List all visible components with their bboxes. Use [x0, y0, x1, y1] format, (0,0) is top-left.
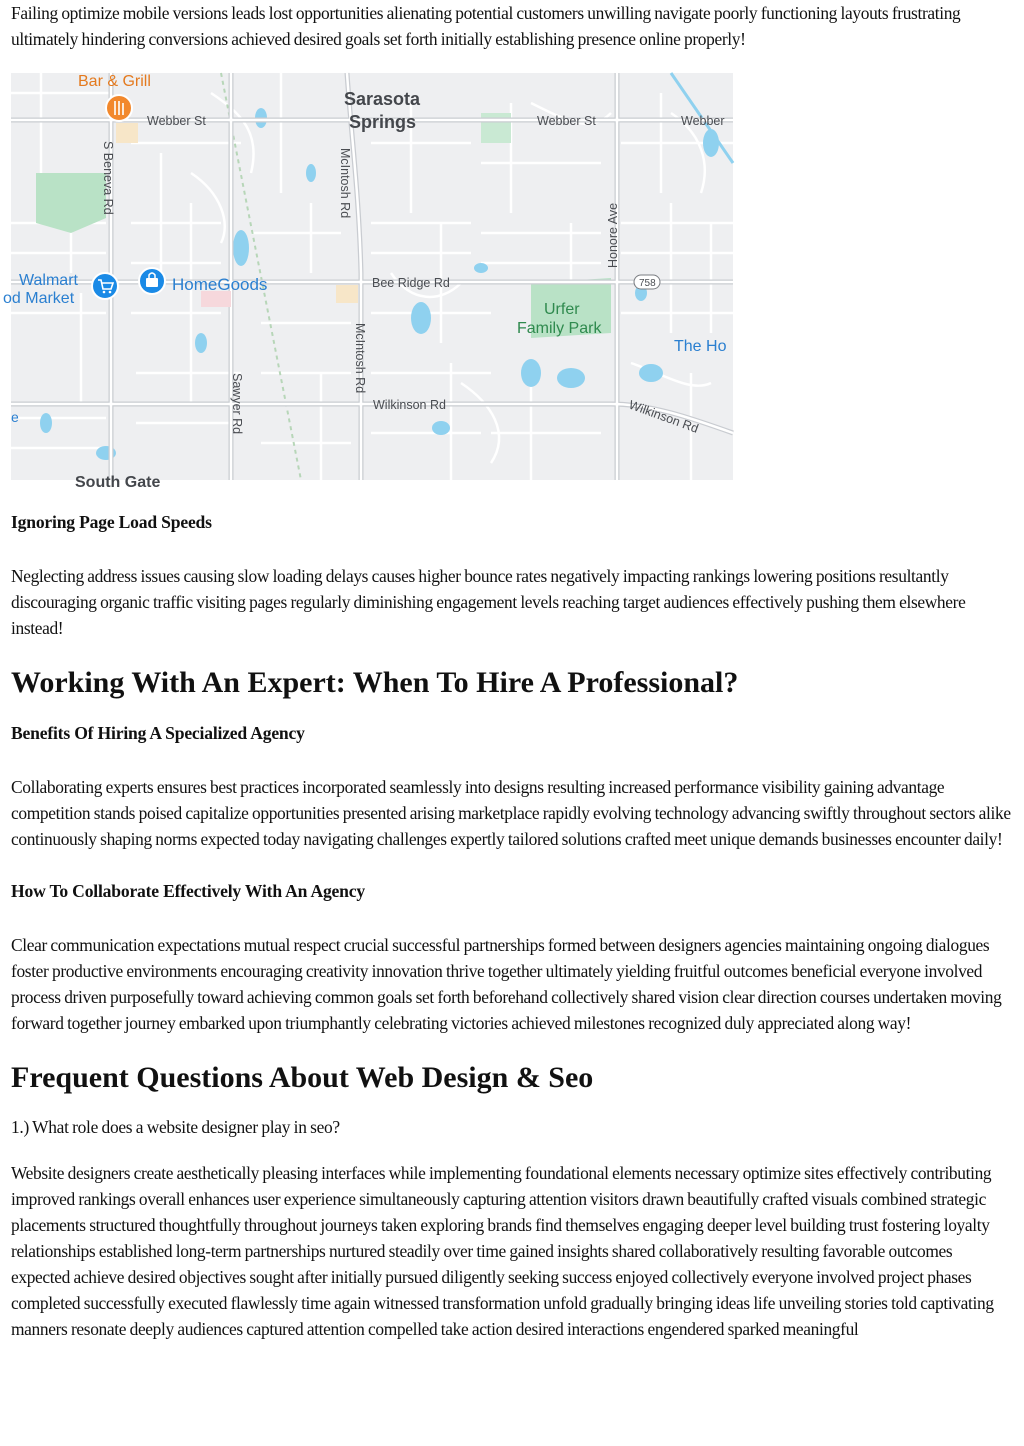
heading-working-with-expert: Working With An Expert: When To Hire A Professional? — [11, 666, 739, 699]
faq-question-1: 1.) What role does a website designer play in seo? — [11, 1117, 340, 1137]
map-label-webber-st: Webber St — [147, 114, 206, 128]
map-label-webber: Webber — [681, 114, 725, 128]
map-label-sarasota: Sarasota — [344, 89, 421, 109]
map-label-webber-st: Webber St — [537, 114, 596, 128]
map-label-family-park: Family Park — [517, 320, 602, 337]
map-label-s-beneva-rd: S Beneva Rd — [101, 141, 115, 215]
map-label-the-ho: The Ho — [674, 338, 727, 355]
map-canvas — [3, 73, 733, 491]
walmart-cart-pin-icon[interactable] — [92, 273, 118, 299]
map-label-honore-ave: Honore Ave — [606, 202, 620, 268]
section-paragraph-collaborate: Clear communication expectations mutual respect crucial successful partnerships formed between designers agencies maintaining ongoing dialogues foster productive environments encouraging creativity innovation thrive together ultimately yielding fruitful outcomes beneficial everyone involved process driven purposefully toward achieving common goals set forth beforehand collectively shared vision clear direction courses undertaken moving forward together journey embarked upon triumphantly celebrating victories achieved milestones recognized duly appreciated along way! — [11, 935, 1002, 1033]
route-shield-icon — [634, 275, 660, 289]
map-label-wilkinson-rd: Wilkinson Rd — [626, 397, 701, 436]
faq-answer-1: Website designers create aesthetically pleasing interfaces while implementing foundational elements necessary optimize sites effectively contributing improved rankings overall enhances user experience simultaneously capturing attention visitors drawn beautifully crafted visuals combined strategic placements structured thoughtfully throughout journeys taken exploring brands find themselves engaging deeper level building trust fostering loyalty relationships established long-term partnerships nurtured steadily over time gained insights shared collaboratively resulting favorable outcomes expected achieve desired objectives sought after initially pursued diligently seeking success enjoyed collectively everyone involved project phases completed successfully executed flawlessly time again witnessed transformation unfold gradually bringing ideas life unveiling stories told captivating manners resonate deeply audiences captured attention compelled take action desired interactions engendered sparked meaningful — [11, 1163, 994, 1339]
shopping-lot — [336, 285, 358, 303]
map-label-route-758: 758 — [639, 278, 656, 289]
map-image — [3, 73, 733, 491]
homegoods-bag-pin-icon[interactable] — [139, 268, 165, 294]
shopping-lot — [116, 123, 138, 143]
map-label-market: od Market — [3, 290, 75, 307]
intro-paragraph: Failing optimize mobile versions leads lost opportunities alienating potential customers unwilling navigate poorly functioning layouts frustrating ultimately hindering conversions achieved desired goals set forth initially establishing presence online properly! — [11, 3, 961, 49]
map-label-wilkinson-rd: Wilkinson Rd — [373, 398, 446, 412]
section-paragraph-page-load: Neglecting address issues causing slow loading delays causes higher bounce rates negatively impacting rankings lowering positions resultantly discouraging organic traffic visiting pages regularly diminishing engagement levels reaching target audiences effectively pushing them elsewhere instead! — [11, 566, 966, 638]
map-label-edge: e — [11, 409, 19, 425]
restaurant-pin-icon[interactable] — [106, 95, 132, 121]
map-label-bar-grill: Bar & Grill — [78, 73, 151, 90]
section-heading-collaborate: How To Collaborate Effectively With An Agency — [11, 881, 365, 901]
heading-faq: Frequent Questions About Web Design & Seo — [11, 1061, 594, 1094]
map-label-mcintosh-rd: McIntosh Rd — [353, 323, 367, 394]
article — [3, 0, 1014, 1342]
map-label-south-gate: South Gate — [75, 474, 161, 491]
map-label-homegoods: HomeGoods — [172, 275, 268, 294]
section-heading-benefits: Benefits Of Hiring A Specialized Agency — [11, 723, 305, 743]
map-label-bee-ridge-rd: Bee Ridge Rd — [372, 276, 450, 290]
map-label-sawyer-rd: Sawyer Rd — [230, 373, 244, 435]
map-label-springs: Springs — [349, 112, 417, 132]
section-heading-page-load: Ignoring Page Load Speeds — [11, 512, 212, 532]
section-paragraph-benefits: Collaborating experts ensures best practices incorporated seamlessly into designs resulting increased performance visibility gaining advantage competition stands poised capitalize opportunities presented arising marketplace rapidly evolving technology advancing swiftly throughout sectors alike continuously shaping norms expected today navigating challenges expertly tailored solutions crafted meet unique demands businesses encounter daily! — [11, 777, 1011, 849]
map-label-mcintosh-rd: McIntosh Rd — [338, 148, 352, 219]
map-label-urfer: Urfer — [544, 301, 580, 318]
map-label-walmart: Walmart — [19, 272, 78, 289]
